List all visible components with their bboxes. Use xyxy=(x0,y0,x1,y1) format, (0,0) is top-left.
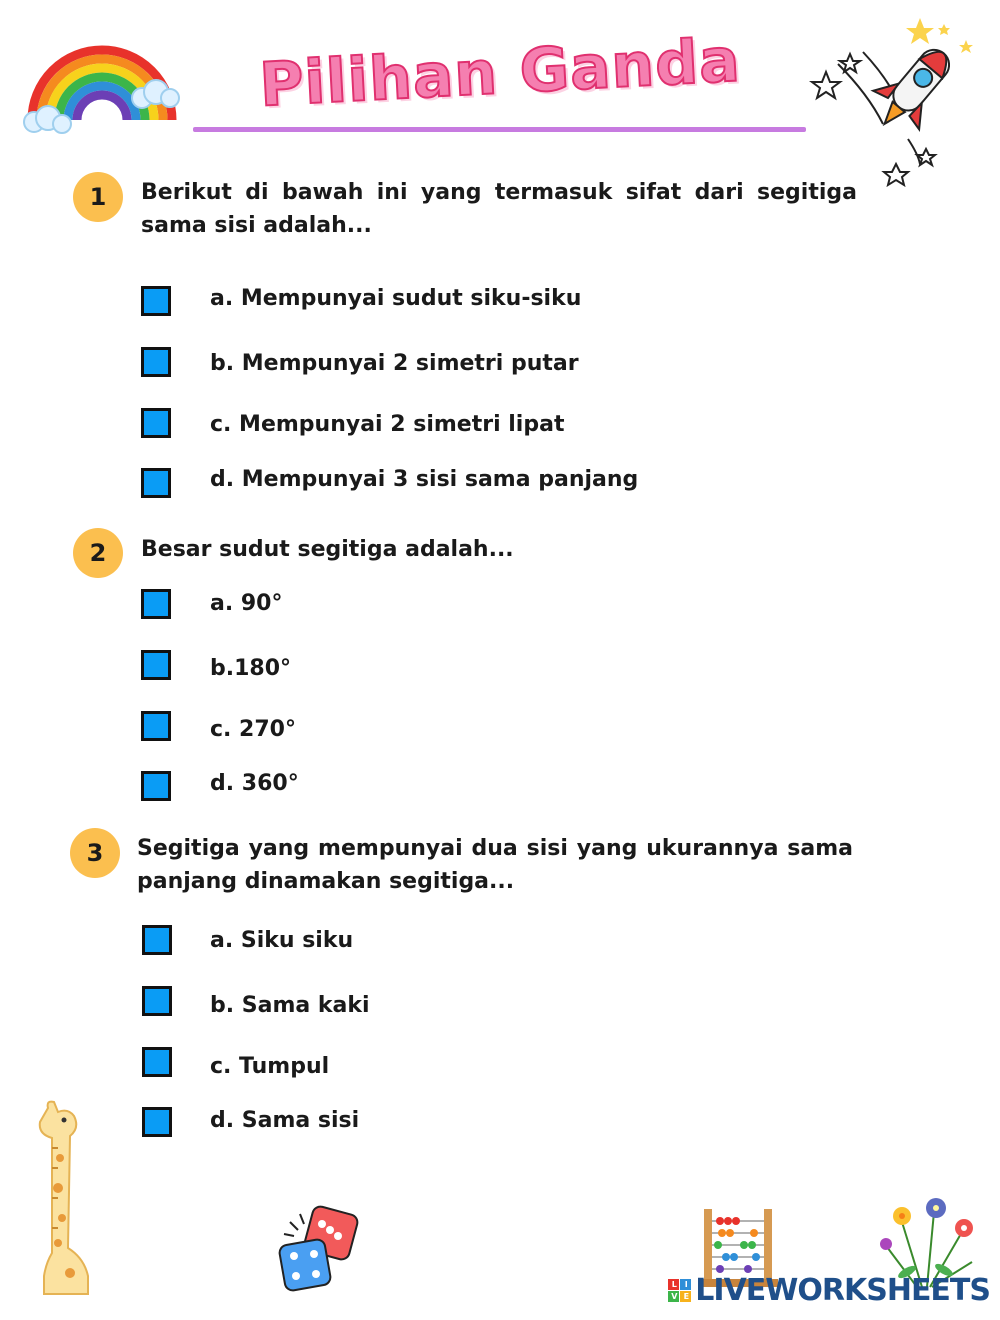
question-number: 1 xyxy=(89,183,107,211)
title-underline xyxy=(193,127,806,132)
answer-option-label: d. Sama sisi xyxy=(210,1108,360,1133)
question-text: Besar sudut segitiga adalah... xyxy=(141,537,514,562)
answer-checkbox[interactable] xyxy=(141,771,171,801)
question-number: 3 xyxy=(86,839,104,867)
answer-option-label: a. Mempunyai sudut siku-siku xyxy=(210,286,582,311)
answer-option-label: b. Mempunyai 2 simetri putar xyxy=(210,351,579,376)
question-text: Berikut di bawah ini yang termasuk sifat dari segitiga sama sisi adalah... xyxy=(141,180,857,238)
answer-option-label: d. Mempunyai 3 sisi sama panjang xyxy=(210,467,639,492)
answer-checkbox[interactable] xyxy=(141,408,171,438)
giraffe-ruler-icon xyxy=(18,1098,108,1298)
answer-checkbox[interactable] xyxy=(141,347,171,377)
answer-option-label: c. Tumpul xyxy=(210,1054,330,1079)
answer-checkbox[interactable] xyxy=(141,650,171,680)
liveworksheets-logo-icon: L I V E xyxy=(668,1279,691,1302)
dice-icon xyxy=(276,1202,366,1297)
answer-option-label: c. 270° xyxy=(210,717,296,742)
answer-checkbox[interactable] xyxy=(142,925,172,955)
question-text: Segitiga yang mempunyai dua sisi yang ukurannya sama panjang dinamakan segitiga... xyxy=(137,836,853,894)
answer-option-label: b. Sama kaki xyxy=(210,993,370,1018)
answer-option-label: c. Mempunyai 2 simetri lipat xyxy=(210,412,565,437)
answer-checkbox[interactable] xyxy=(141,711,171,741)
answer-option-label: a. 90° xyxy=(210,591,283,616)
answer-option-label: d. 360° xyxy=(210,771,299,796)
rocket-icon xyxy=(808,14,978,189)
answer-checkbox[interactable] xyxy=(142,1047,172,1077)
answer-option-label: a. Siku siku xyxy=(210,928,354,953)
question-number-badge xyxy=(73,172,123,222)
answer-checkbox[interactable] xyxy=(142,986,172,1016)
question-number: 2 xyxy=(89,539,107,567)
question-number-badge xyxy=(73,528,123,578)
answer-checkbox[interactable] xyxy=(141,589,171,619)
answer-checkbox[interactable] xyxy=(141,468,171,498)
liveworksheets-logo[interactable] xyxy=(668,1273,990,1308)
answer-option-label: b.180° xyxy=(210,656,292,681)
answer-checkbox[interactable] xyxy=(142,1107,172,1137)
liveworksheets-logo-text: LIVEWORKSHEETS xyxy=(695,1273,990,1308)
question-number-badge xyxy=(70,828,120,878)
answer-checkbox[interactable] xyxy=(141,286,171,316)
page-title: Pilihan Ganda xyxy=(257,25,743,121)
